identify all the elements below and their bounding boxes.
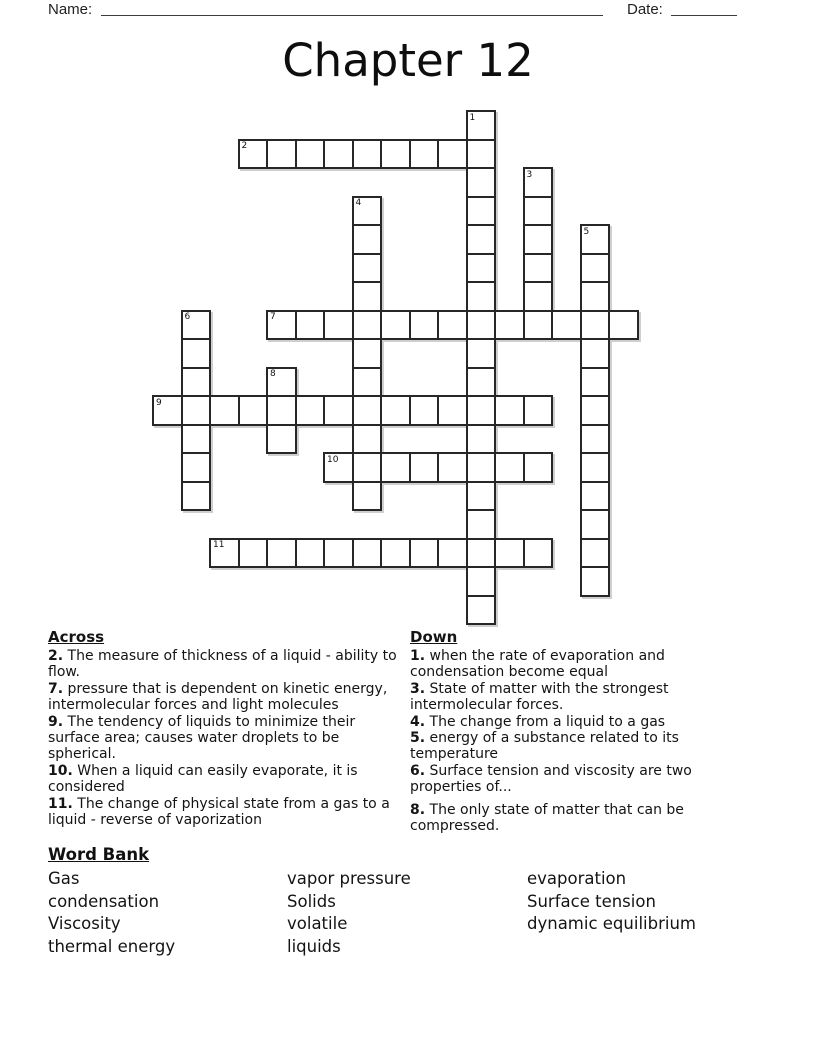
grid-cell	[466, 281, 497, 312]
grid-cell	[266, 395, 297, 426]
cell-number: 1	[469, 112, 476, 123]
grid-cell	[380, 452, 411, 483]
grid-cell	[466, 338, 497, 369]
grid-cell	[466, 167, 497, 198]
down-heading: Down	[410, 628, 458, 646]
grid-cell	[437, 139, 468, 170]
word-bank-item: vapor pressure	[287, 869, 411, 888]
grid-cell	[380, 538, 411, 569]
grid-cell	[352, 424, 383, 455]
grid-cell	[380, 310, 411, 341]
grid-cell	[352, 224, 383, 255]
cell-number: 5	[583, 226, 590, 237]
grid-cell	[523, 452, 554, 483]
grid-cell	[437, 538, 468, 569]
grid-cell	[409, 310, 440, 341]
grid-cell	[295, 310, 326, 341]
word-bank-column	[48, 868, 175, 958]
word-bank-item: Viscosity	[48, 914, 121, 934]
grid-cell	[523, 395, 554, 426]
clue-number: 10.	[48, 762, 73, 779]
word-bank-item: Solids	[287, 891, 336, 911]
grid-cell	[580, 367, 611, 398]
date-blank-line	[671, 0, 737, 16]
grid-cell	[238, 538, 269, 569]
down-clues-section	[410, 629, 707, 834]
grid-cell	[523, 167, 554, 198]
word-bank-item: thermal energy	[48, 936, 176, 956]
word-bank-section	[48, 845, 768, 963]
grid-cell	[466, 110, 497, 141]
grid-cell	[409, 395, 440, 426]
word-bank-column	[527, 868, 696, 936]
across-heading: Across	[48, 628, 105, 646]
grid-cell	[494, 538, 525, 569]
grid-cell	[466, 196, 497, 227]
name-label: Name:	[48, 1, 93, 18]
grid-cell	[323, 139, 354, 170]
cell-number: 9	[156, 397, 162, 408]
date-label: Date:	[627, 1, 663, 18]
grid-cell	[380, 139, 411, 170]
cell-number: 4	[355, 198, 362, 208]
grid-cell	[551, 310, 582, 341]
grid-cell	[523, 253, 554, 284]
clue-item: 3. State of matter with the strongest intermolecular forces.	[410, 680, 669, 714]
grid-cell	[409, 452, 440, 483]
grid-cell	[466, 538, 497, 569]
grid-cell	[523, 224, 554, 255]
grid-cell	[152, 395, 183, 426]
grid-cell	[580, 481, 611, 512]
grid-cell	[181, 367, 212, 398]
grid-cell	[352, 538, 383, 569]
grid-cell	[580, 538, 611, 569]
grid-cell	[323, 310, 354, 341]
grid-cell	[181, 395, 212, 426]
grid-cell	[266, 367, 297, 398]
word-bank-item: liquids	[287, 936, 341, 956]
word-bank-item: volatile	[287, 914, 348, 934]
grid-cell	[266, 139, 297, 170]
grid-cell	[323, 538, 354, 569]
clue-number: 4.	[410, 713, 426, 730]
grid-cell	[466, 566, 497, 597]
grid-cell	[466, 452, 497, 483]
clue-item: 1. when the rate of evaporation and condensation become equal	[410, 648, 665, 681]
grid-cell	[409, 139, 440, 170]
grid-cell	[466, 310, 497, 341]
grid-cell	[352, 310, 383, 341]
grid-cell	[409, 538, 440, 569]
clue-item: 11. The change of physical state from a gas to a liquid - reverse of vaporization	[48, 795, 390, 829]
clue-number: 8.	[410, 801, 426, 818]
grid-cell	[209, 395, 240, 426]
cell-number: 7	[270, 312, 276, 322]
across-clues-section	[48, 629, 410, 828]
grid-cell	[295, 395, 326, 426]
grid-cell	[580, 310, 611, 341]
grid-cell	[580, 281, 611, 312]
grid-cell	[437, 452, 468, 483]
clue-item: 8. The only state of matter that can be compressed.	[410, 801, 684, 835]
grid-cell	[580, 338, 611, 369]
clue-item: 2. The measure of thickness of a liquid - ability to flow.	[48, 648, 397, 681]
grid-cell	[295, 139, 326, 170]
grid-cell	[494, 395, 525, 426]
grid-cell	[466, 224, 497, 255]
grid-cell	[580, 224, 611, 255]
grid-cell	[181, 424, 212, 455]
word-bank-item: Gas	[48, 869, 80, 888]
grid-cell	[523, 538, 554, 569]
word-bank-item: dynamic equilibrium	[527, 914, 696, 934]
clue-item: 5. energy of a substance related to its temperature	[410, 730, 679, 763]
clue-number: 11.	[48, 795, 73, 812]
clue-item: 7. pressure that is dependent on kinetic energy, intermolecular forces and light molecules	[48, 680, 388, 714]
cell-number: 6	[184, 312, 191, 322]
grid-cell	[352, 452, 383, 483]
clue-item: 6. Surface tension and viscosity are two properties of...	[410, 762, 692, 796]
grid-cell	[523, 310, 554, 341]
grid-cell	[523, 196, 554, 227]
name-blank-line	[101, 0, 603, 16]
grid-cell	[466, 395, 497, 426]
grid-cell	[580, 253, 611, 284]
puzzle-title: Chapter 12	[282, 34, 534, 87]
grid-cell	[181, 310, 212, 341]
word-bank-item: condensation	[48, 891, 160, 911]
grid-cell	[466, 481, 497, 512]
grid-cell	[608, 310, 639, 341]
grid-cell	[238, 395, 269, 426]
cell-number: 3	[526, 169, 533, 180]
grid-cell	[494, 310, 525, 341]
grid-cell	[352, 338, 383, 369]
cell-number: 2	[241, 141, 248, 151]
grid-cell	[181, 338, 212, 369]
clue-number: 6.	[410, 762, 426, 779]
grid-cell	[352, 253, 383, 284]
crossword-grid	[152, 110, 639, 626]
grid-cell	[466, 367, 497, 398]
grid-cell	[266, 310, 297, 341]
grid-cell	[352, 281, 383, 312]
down-clue-list	[410, 648, 707, 834]
grid-cell	[352, 139, 383, 170]
grid-cell	[580, 509, 611, 540]
grid-cell	[323, 452, 354, 483]
grid-cell	[266, 538, 297, 569]
word-bank-columns	[48, 868, 768, 963]
grid-cell	[380, 395, 411, 426]
word-bank-item: evaporation	[527, 869, 627, 888]
grid-cell	[466, 139, 497, 170]
grid-cell	[466, 509, 497, 540]
grid-cell	[352, 367, 383, 398]
cell-number: 10	[327, 454, 339, 465]
clue-item: 10. When a liquid can easily evaporate, it is considered	[48, 762, 358, 796]
cell-number: 8	[270, 369, 276, 379]
grid-cell	[352, 196, 383, 227]
grid-cell	[352, 481, 383, 512]
word-bank-column	[287, 868, 411, 958]
grid-cell	[352, 395, 383, 426]
across-clue-list	[48, 648, 410, 828]
cell-number: 11	[213, 540, 225, 550]
grid-cell	[466, 253, 497, 284]
grid-cell	[523, 281, 554, 312]
clue-number: 1.	[410, 648, 426, 664]
grid-cell	[181, 481, 212, 512]
grid-cell	[437, 310, 468, 341]
clue-number: 2.	[48, 648, 64, 664]
clue-number: 7.	[48, 680, 64, 697]
grid-cell	[466, 424, 497, 455]
grid-cell	[238, 139, 269, 170]
grid-cell	[323, 395, 354, 426]
grid-cell	[580, 566, 611, 597]
clue-number: 9.	[48, 713, 64, 730]
grid-cell	[580, 424, 611, 455]
clue-number: 3.	[410, 680, 426, 697]
grid-cell	[437, 395, 468, 426]
grid-cell	[209, 538, 240, 569]
grid-cell	[580, 452, 611, 483]
clue-item: 9. The tendency of liquids to minimize their surface area; causes water droplets to be spherical.	[48, 713, 356, 763]
word-bank-item: Surface tension	[527, 891, 656, 911]
grid-cell	[580, 395, 611, 426]
grid-cell	[181, 452, 212, 483]
word-bank-heading: Word Bank	[48, 845, 150, 864]
grid-cell	[466, 595, 497, 626]
grid-cell	[295, 538, 326, 569]
clue-number: 5.	[410, 730, 426, 747]
grid-cell	[494, 452, 525, 483]
clue-item: 4. The change from a liquid to a gas	[410, 713, 666, 730]
grid-cell	[266, 424, 297, 455]
